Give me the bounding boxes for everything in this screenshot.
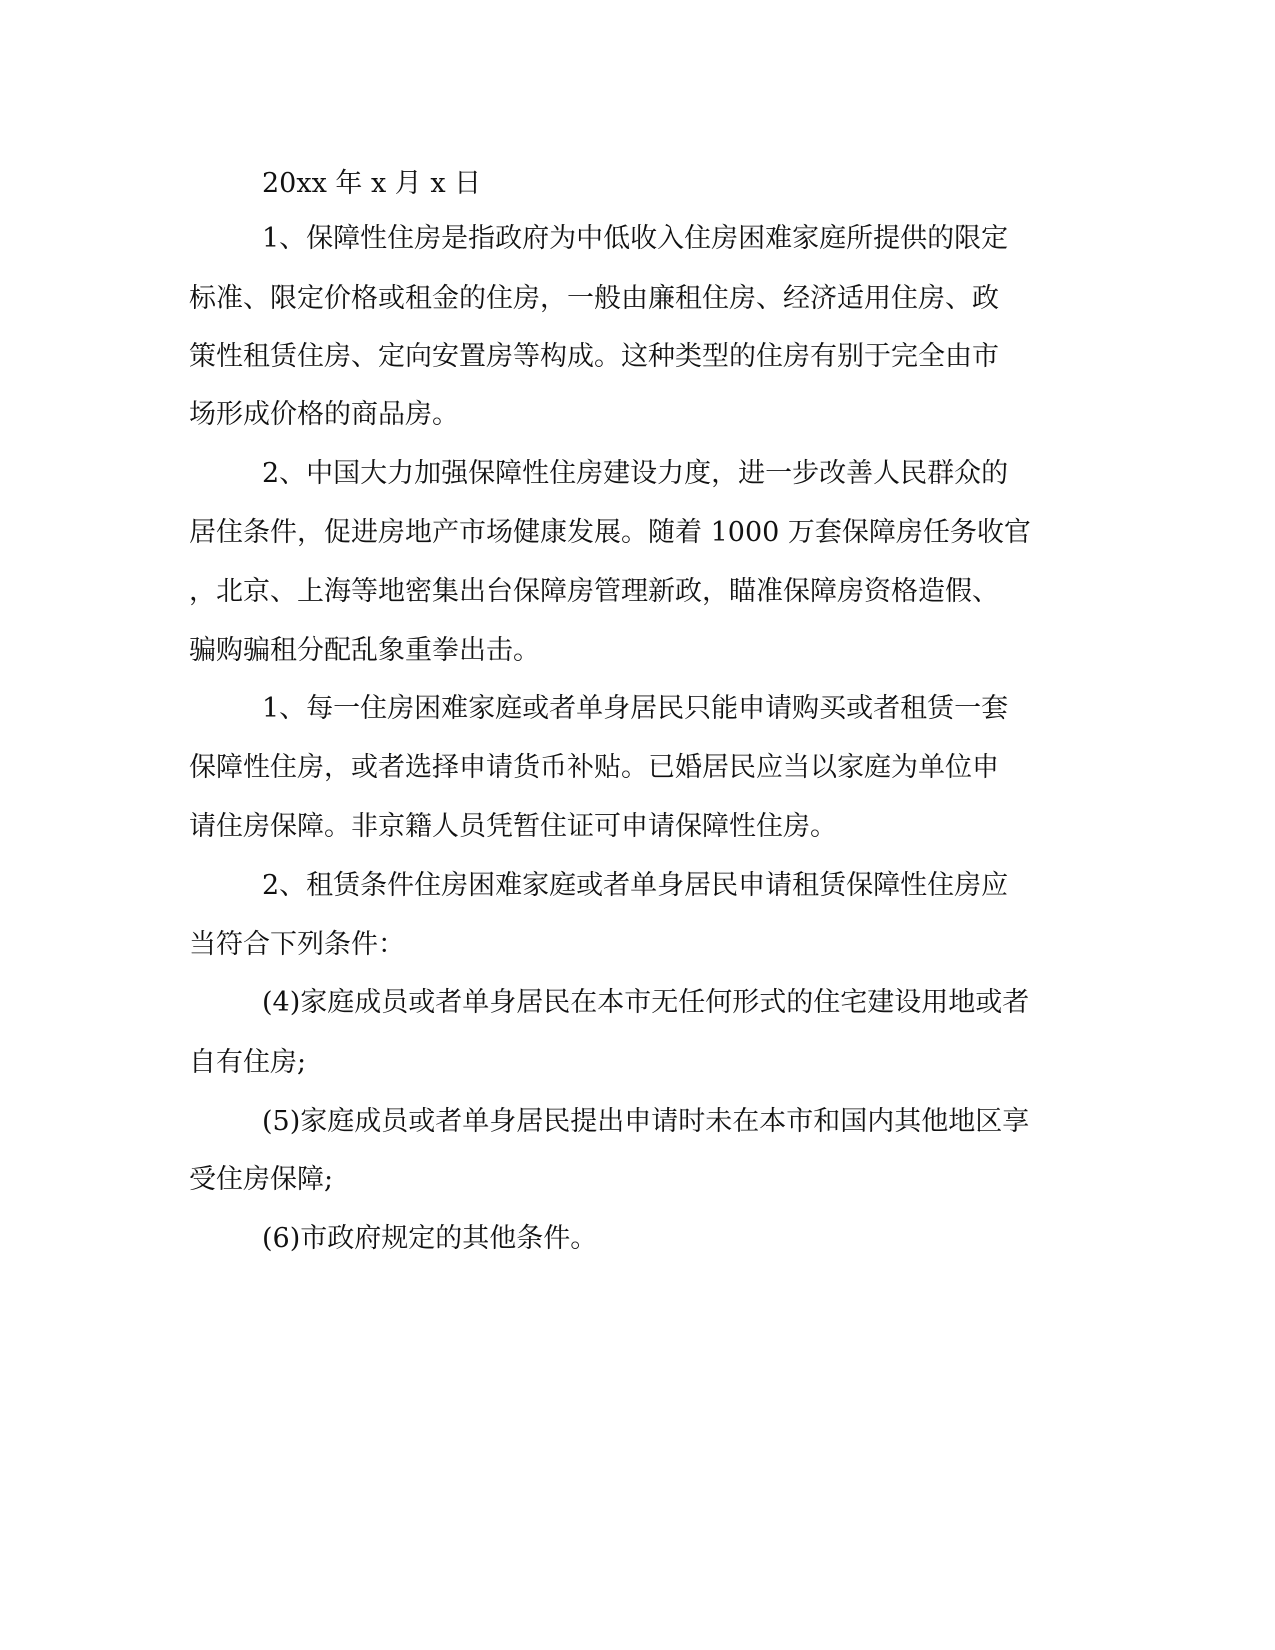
paragraph-line: 1、保障性住房是指政府为中低收入住房困难家庭所提供的限定 xyxy=(262,223,1009,254)
date-line: 20xx 年 x 月 x 日 xyxy=(262,168,482,199)
paragraph-line: ，北京、上海等地密集出台保障房管理新政，瞄准保障房资格造假、 xyxy=(189,576,999,607)
paragraph-line: 场形成价格的商品房。 xyxy=(189,399,459,430)
paragraph-line: 保障性住房，或者选择申请货币补贴。已婚居民应当以家庭为单位申 xyxy=(189,752,999,783)
paragraph-line: 居住条件，促进房地产市场健康发展。随着 1000 万套保障房任务收官 xyxy=(189,517,1031,548)
paragraph-line: 2、中国大力加强保障性住房建设力度，进一步改善人民群众的 xyxy=(262,458,1009,489)
paragraph-line: 策性租赁住房、定向安置房等构成。这种类型的住房有别于完全由市 xyxy=(189,341,999,372)
paragraph-line: 1、每一住房困难家庭或者单身居民只能申请购买或者租赁一套 xyxy=(262,693,1009,724)
paragraph-line: (4)家庭成员或者单身居民在本市无任何形式的住宅建设用地或者 xyxy=(262,987,1030,1018)
paragraph-line: (5)家庭成员或者单身居民提出申请时未在本市和国内其他地区享 xyxy=(262,1106,1030,1137)
paragraph-line: (6)市政府规定的其他条件。 xyxy=(262,1223,598,1254)
paragraph-line: 当符合下列条件： xyxy=(189,929,405,960)
paragraph-line: 标准、限定价格或租金的住房，一般由廉租住房、经济适用住房、政 xyxy=(189,283,999,314)
paragraph-line: 请住房保障。非京籍人员凭暂住证可申请保障性住房。 xyxy=(189,811,837,842)
paragraph-line: 自有住房; xyxy=(189,1047,307,1078)
paragraph-line: 受住房保障; xyxy=(189,1164,334,1195)
paragraph-line: 2、租赁条件住房困难家庭或者单身居民申请租赁保障性住房应 xyxy=(262,870,1009,901)
paragraph-line: 骗购骗租分配乱象重拳出击。 xyxy=(189,635,540,666)
